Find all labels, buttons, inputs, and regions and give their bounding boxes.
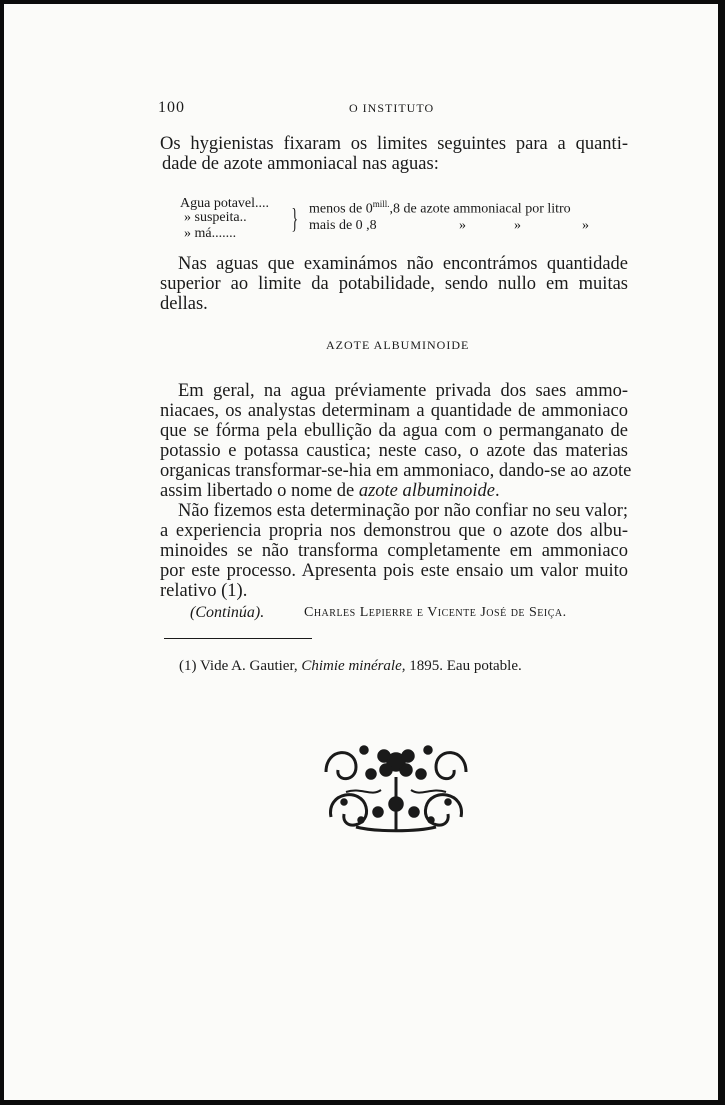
- authors: Charles Lepierre e Vicente José de Seiça.: [304, 605, 567, 620]
- text-line: Em geral, na agua préviamente privada dos saes ammo-: [178, 381, 628, 401]
- text-line: que se fórma pela ebullição da agua com o permanganato de: [160, 421, 628, 441]
- text-line: potassio e potassa caustica; neste caso, o azote das materias: [160, 441, 628, 461]
- row-value: mais de 0 ,8: [309, 218, 377, 233]
- text-line: dellas.: [160, 294, 208, 314]
- text-line: niacaes, os analystas determinam a quantidade de ammoniaco: [160, 401, 628, 421]
- brace: }: [291, 204, 299, 235]
- document-page: [4, 4, 718, 1100]
- text-line: assim libertado o nome de azote albuminoide.: [160, 481, 500, 501]
- text-line: dade de azote ammoniacal nas aguas:: [162, 154, 439, 174]
- text-line: Nas aguas que examinámos não encontrámos quantidade: [178, 254, 628, 274]
- text-line: minoides se não transforma completamente em ammoniaco: [160, 541, 628, 561]
- text-line: a experiencia propria nos demonstrou que o azote dos albu-: [160, 521, 628, 541]
- page-number: 100: [158, 99, 185, 116]
- row-value: menos de $0^{mill.},8$ de azote ammoniacal por litro: [309, 199, 571, 217]
- ditto-mark: »: [459, 218, 466, 233]
- row-label: » suspeita..: [184, 210, 247, 225]
- text-line: superior ao limite da potabilidade, sendo nullo em muitas: [160, 274, 628, 294]
- text-line: organicas transformar-se-hia em ammoniaco, dando-se ao azote: [160, 461, 632, 481]
- footnote: (1) Vide A. Gautier, Chimie minérale, 1895. Eau potable.: [179, 658, 522, 674]
- row-label: » má.......: [184, 226, 237, 241]
- section-heading: AZOTE ALBUMINOIDE: [326, 338, 470, 352]
- footnote-divider: [164, 638, 312, 639]
- continuation-note: (Continúa).: [190, 604, 265, 621]
- running-title: O INSTITUTO: [349, 101, 435, 115]
- ditto-mark: »: [514, 218, 521, 233]
- row-label: Agua potavel....: [180, 196, 270, 211]
- text-line: Os hygienistas fixaram os limites seguintes para a quanti-: [160, 134, 628, 154]
- text-line: por este processo. Apresenta pois este ensaio um valor muito: [160, 561, 628, 581]
- ditto-mark: »: [582, 218, 589, 233]
- floral-ornament-icon: [316, 732, 476, 842]
- text-line: Não fizemos esta determinação por não confiar no seu valor;: [178, 501, 628, 521]
- text-line: relativo (1).: [160, 581, 248, 601]
